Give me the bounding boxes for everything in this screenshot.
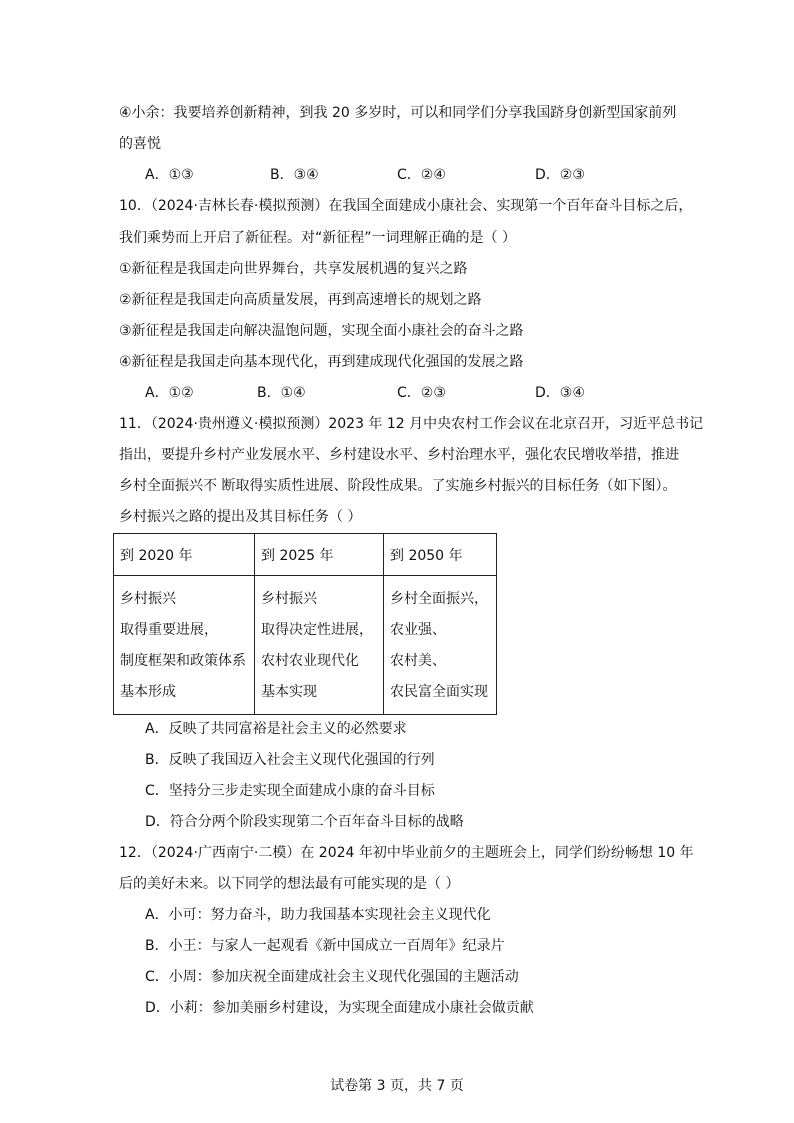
q9-option-d[interactable]: D．②③: [535, 167, 585, 183]
table-cell-2050: [384, 576, 497, 715]
cell-line: 乡村振兴: [120, 591, 176, 607]
q10-stem-line-1: 10．（2024·吉林长春·模拟预测）在我国全面建成小康社会、实现第一个百年奋斗目标之后，: [119, 198, 693, 214]
table-header-2020: 到 2020 年: [114, 534, 255, 576]
q11-option-b[interactable]: B．反映了我国迈入社会主义现代化强国的行列: [145, 752, 435, 768]
cell-line: 基本实现: [261, 684, 317, 700]
cell-line: 基本形成: [120, 684, 176, 700]
q11-option-d[interactable]: D．符合分两个阶段实现第二个百年奋斗目标的战略: [145, 814, 464, 830]
rural-revitalization-table: [113, 533, 497, 715]
cell-line: 取得重要进展，: [120, 622, 218, 638]
q12-option-a[interactable]: A．小可：努力奋斗，助力我国基本实现社会主义现代化: [145, 907, 491, 923]
q12-stem-line-2: 后的美好未来。以下同学的想法最有可能实现的是（ ）: [119, 876, 460, 892]
q12-option-b[interactable]: B．小王：与家人一起观看《新中国成立一百周年》纪录片: [145, 938, 505, 954]
q10-option-a[interactable]: A．①②: [145, 385, 194, 401]
q11-stem-line-2: 指出，要提升乡村产业发展水平、乡村建设水平、乡村治理水平，强化农民增收举措，推进: [119, 447, 679, 463]
table-header-2025: 到 2025 年: [255, 534, 384, 576]
q10-statement-3: ③新征程是我国走向解决温饱问题，实现全面小康社会的奋斗之路: [119, 323, 524, 339]
table-header-row: [114, 534, 497, 576]
q10-option-b[interactable]: B．①④: [257, 385, 306, 401]
table-cell-2025: [255, 576, 384, 715]
cell-line: 农村农业现代化: [261, 653, 359, 669]
q11-option-a[interactable]: A．反映了共同富裕是社会主义的必然要求: [145, 721, 407, 737]
cell-line: 乡村全面振兴，: [390, 591, 488, 607]
table-row: [114, 576, 497, 715]
cell-line: 制度框架和政策体系: [120, 653, 246, 669]
q9-statement-4-line-2: 的喜悦: [119, 136, 161, 152]
q12-option-c[interactable]: C．小周：参加庆祝全面建成社会主义现代化强国的主题活动: [145, 969, 519, 985]
q11-stem-line-1: 11．（2024·贵州遵义·模拟预测）2023 年 12 月中央农村工作会议在北京召开，习近平总书记: [119, 416, 704, 432]
q9-option-b[interactable]: B．③④: [270, 167, 319, 183]
table-cell-2020: [114, 576, 255, 715]
q10-statement-4: ④新征程是我国走向基本现代化，再到建成现代化强国的发展之路: [119, 354, 524, 370]
q11-option-c[interactable]: C．坚持分三步走实现全面建成小康的奋斗目标: [145, 783, 435, 799]
cell-line: 农业强、: [390, 622, 446, 638]
q11-stem-line-3: 乡村全面振兴不 断取得实质性进展、阶段性成果。了实施乡村振兴的目标任务（如下图）。: [119, 478, 677, 494]
q10-option-d[interactable]: D．③④: [535, 385, 585, 401]
q12-option-d[interactable]: D．小莉：参加美丽乡村建设，为实现全面建成小康社会做贡献: [145, 1000, 534, 1016]
q12-stem-line-1: 12．（2024·广西南宁·二模）在 2024 年初中毕业前夕的主题班会上，同学们纷纷畅想 10 年: [119, 845, 694, 861]
q10-statement-2: ②新征程是我国走向高质量发展，再到高速增长的规划之路: [119, 292, 482, 308]
q10-option-c[interactable]: C．②③: [397, 385, 446, 401]
q10-stem-line-2: 我们乘势而上开启了新征程。对“新征程”一词理解正确的是（ ）: [119, 230, 516, 246]
q9-statement-4-line-1: ④小余：我要培养创新精神，到我 20 多岁时，可以和同学们分享我国跻身创新型国家前列: [119, 105, 677, 121]
page-footer: 试卷第 3 页，共 7 页: [330, 1078, 464, 1094]
table-header-2050: 到 2050 年: [384, 534, 497, 576]
q10-statement-1: ①新征程是我国走向世界舞台，共享发展机遇的复兴之路: [119, 261, 468, 277]
cell-line: 农村美、: [390, 653, 446, 669]
cell-line: 乡村振兴: [261, 591, 317, 607]
cell-line: 农民富全面实现: [390, 684, 488, 700]
q11-stem-line-4: 乡村振兴之路的提出及其目标任务（ ）: [119, 509, 362, 525]
q9-option-a[interactable]: A．①③: [145, 167, 194, 183]
q9-option-c[interactable]: C．②④: [397, 167, 446, 183]
cell-line: 取得决定性进展，: [261, 622, 373, 638]
